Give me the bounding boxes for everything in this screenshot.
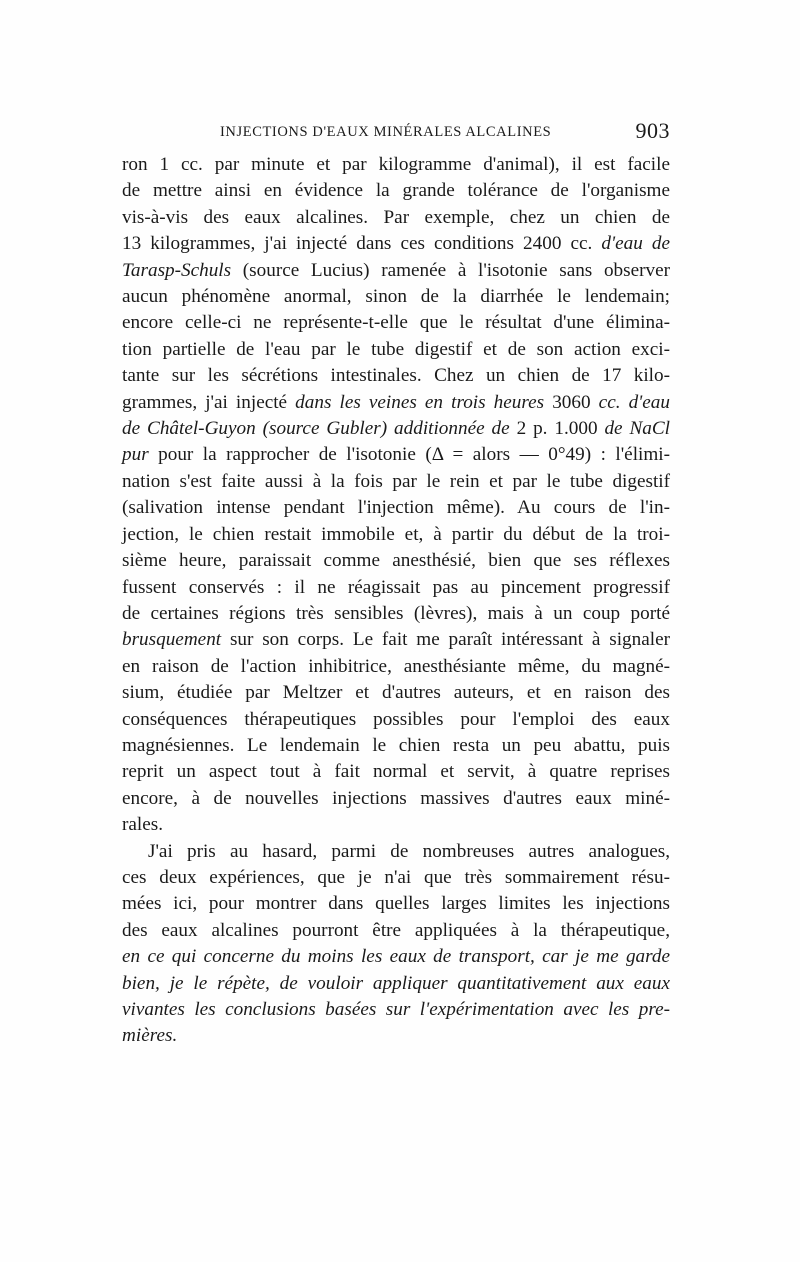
text-line [122,416,670,442]
text-segment: ces deux expériences, que je n'ai que très sommairement résu- [122,866,670,888]
text-segment: des eaux alcalines pourront être appliquées à la thérapeutique, [122,919,670,941]
text-line [122,891,670,917]
text-line [122,548,670,574]
text-segment: magnésiennes. Le lendemain le chien resta un peu abattu, puis [122,734,670,756]
text-segment: sième heure, paraissait comme anesthésié, bien que ses réflexes [122,550,670,572]
text-line [122,152,670,178]
text-segment: en raison de l'action inhibitrice, anesthésiante même, du magné- [122,655,670,677]
text-line [122,310,670,336]
text-segment: aucun phénomène anormal, sinon de la diarrhée le lendemain; [122,286,670,308]
text-line [122,971,670,997]
text-line [122,786,670,812]
text-line [122,495,670,521]
text-segment: de certaines régions très sensibles (lèvres), mais à un coup porté [122,602,670,624]
text-line [122,627,670,653]
text-line [122,707,670,733]
text-segment: (source Lucius) ramenée à l'isotonie sans observer [231,259,670,281]
italic-text: dans les veines en trois heures [295,391,545,413]
text-segment: 3060 [544,391,599,413]
text-line [122,442,670,468]
text-line [122,205,670,231]
text-segment: pour la rapprocher de l'isotonie (Δ = alors — 0°49) : l'élimi- [148,444,670,466]
italic-text: pur [122,444,149,466]
text-line [122,258,670,284]
text-segment: rales. [122,814,164,836]
italic-text: de Châtel-Guyon (source Gubler) additionnée de [122,418,510,440]
text-line [122,575,670,601]
italic-text: Tarasp-Schuls [122,259,232,281]
text-segment: ron 1 cc. par minute et par kilogramme d'animal), il est facile [122,154,670,175]
text-line [122,997,670,1023]
text-segment: 2 p. 1.000 [509,418,605,440]
text-segment: nation s'est faite aussi à la fois par le rein et par le tube digestif [122,470,670,492]
text-line [122,469,670,495]
text-segment: jection, le chien restait immobile et, à partir du début de la troi- [122,523,670,545]
text-segment: sium, étudiée par Meltzer et d'autres auteurs, et en raison des [122,682,670,704]
text-segment: tante sur les sécrétions intestinales. Chez un chien de 17 kilo- [122,365,670,387]
text-segment: 13 kilogrammes, j'ai injecté dans ces conditions 2400 cc. [122,233,602,255]
body-text [122,152,670,1050]
text-line [122,363,670,389]
text-line [122,918,670,944]
running-title: INJECTIONS D'EAUX MINÉRALES ALCALINES [220,124,552,140]
text-line [122,1023,670,1049]
text-line [122,337,670,363]
text-line [122,865,670,891]
text-line [122,759,670,785]
text-segment: J'ai pris au hasard, parmi de nombreuses autres analogues, [148,840,670,862]
text-line [122,812,670,838]
text-segment: sur son corps. Le fait me paraît intéressant à signaler [221,629,670,651]
text-line [122,284,670,310]
italic-text: d'eau de [601,233,670,255]
text-line [122,390,670,416]
italic-text: de NaCl [604,418,670,440]
text-segment: fussent conservés : il ne réagissait pas au pincement progressif [122,576,670,598]
text-line [122,733,670,759]
text-segment: reprit un aspect tout à fait normal et servit, à quatre reprises [122,761,670,783]
text-segment: tion partielle de l'eau par le tube digestif et de son action exci- [122,338,670,360]
running-header [122,118,670,150]
text-segment: (salivation intense pendant l'injection même). Au cours de l'in- [122,497,670,519]
italic-text: bien, je le répète, de vouloir appliquer quantitativement aux eaux [122,972,670,994]
italic-text: cc. d'eau [598,391,670,413]
text-line [122,231,670,257]
text-segment: encore, à de nouvelles injections massives d'autres eaux miné- [122,787,670,809]
text-line [122,522,670,548]
text-line [122,178,670,204]
italic-text: brusquement [122,629,222,651]
text-segment: grammes, j'ai injecté [122,391,296,413]
italic-text: vivantes les conclusions basées sur l'expérimentation avec les pre- [122,999,670,1020]
text-segment: mées ici, pour montrer dans quelles larges limites les injections [122,893,670,915]
text-segment: conséquences thérapeutiques possibles pour l'emploi des eaux [122,708,670,730]
text-line [122,944,670,970]
text-line [122,601,670,627]
text-line [122,654,670,680]
text-line [122,680,670,706]
text-segment: vis-à-vis des eaux alcalines. Par exemple, chez un chien de [122,206,670,228]
italic-text: en ce qui concerne du moins les eaux de transport, car je me garde [122,946,670,968]
page-number: 903 [635,118,670,143]
text-segment: encore celle-ci ne représente-t-elle que le résultat d'une élimina- [122,312,670,334]
text-segment: de mettre ainsi en évidence la grande tolérance de l'organisme [122,180,670,202]
italic-text: mières. [122,1025,178,1047]
text-line [122,839,670,865]
